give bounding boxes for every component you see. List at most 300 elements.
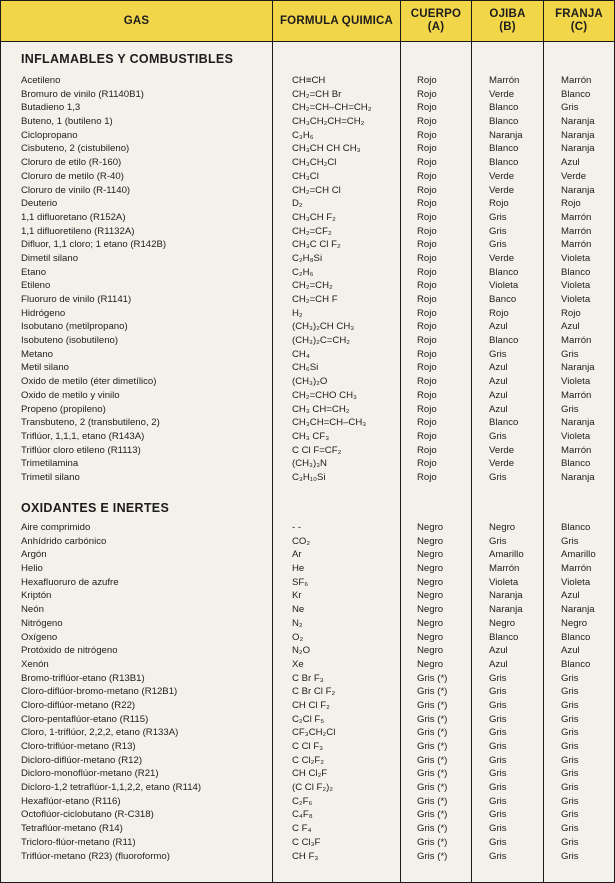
cuerpo-color-cell: Rojo	[417, 471, 437, 483]
cuerpo-color-cell: Gris (*)	[417, 782, 448, 794]
gas-name-cell: Deuterio	[21, 198, 58, 210]
table-row	[1, 320, 614, 334]
ojiba-color-cell: Azul	[489, 321, 508, 333]
cuerpo-color-cell: Negro	[417, 617, 444, 629]
ojiba-color-cell: Negro	[489, 617, 516, 629]
cuerpo-color-cell: Gris (*)	[417, 795, 448, 807]
gas-name-cell: Nitrógeno	[21, 617, 63, 629]
table-row	[1, 389, 614, 403]
table-row	[1, 375, 614, 389]
formula-cell: CH Cl F₂	[292, 699, 330, 711]
table-row	[1, 416, 614, 430]
gas-name-cell: Cloro-diflúor-bromo-metano (R12B1)	[21, 686, 178, 698]
gas-name-cell: Dicloro-1,2 tetraflúor-1,1,2,2, etano (R114)	[21, 782, 202, 794]
cuerpo-color-cell: Gris (*)	[417, 850, 448, 862]
formula-cell: C₂F₆	[292, 795, 313, 807]
ojiba-color-cell: Verde	[489, 88, 515, 100]
gas-name-cell: Cloro-diflúor-metano (R22)	[21, 699, 136, 711]
franja-color-cell: Gris	[561, 768, 579, 780]
cuerpo-color-cell: Rojo	[417, 252, 437, 264]
formula-cell: CH₃CH₂CH=CH₂	[292, 116, 365, 128]
table-row	[1, 115, 614, 129]
franja-color-cell: Gris	[561, 699, 579, 711]
franja-color-cell: Negro	[561, 617, 588, 629]
table-row	[1, 767, 614, 781]
formula-cell: CH₂=CH Cl	[292, 184, 341, 196]
ojiba-color-cell: Azul	[489, 658, 508, 670]
franja-color-cell: Rojo	[561, 307, 581, 319]
ojiba-color-cell: Violeta	[489, 280, 519, 292]
franja-color-cell: Naranja	[561, 471, 595, 483]
ojiba-color-cell: Azul	[489, 376, 508, 388]
header-gas	[1, 1, 272, 41]
franja-color-cell: Gris	[561, 754, 579, 766]
formula-cell: CH₂=CH₂	[292, 280, 333, 292]
franja-color-cell: Gris	[561, 672, 579, 684]
ojiba-color-cell: Azul	[489, 389, 508, 401]
formula-cell: Ar	[292, 549, 302, 561]
table-row	[1, 850, 614, 864]
gas-name-cell: Cloro, 1-triflúor, 2,2,2, etano (R133A)	[21, 727, 179, 739]
franja-color-cell: Gris	[561, 535, 579, 547]
gas-name-cell: Dicloro-diflúor-metano (R12)	[21, 754, 143, 766]
formula-cell: CH₃CH F₂	[292, 211, 336, 223]
formula-cell: SF₆	[292, 576, 309, 588]
formula-cell: C Cl F=CF₂	[292, 444, 342, 456]
formula-cell: CF₃CH₂Cl	[292, 727, 336, 739]
franja-color-cell: Azul	[561, 321, 580, 333]
ojiba-color-cell: Gris	[489, 741, 507, 752]
formula-cell: CH₂=CH Br	[292, 88, 342, 100]
header-ojiba-label: OJIBA	[489, 8, 526, 20]
table-row	[1, 617, 614, 631]
ojiba-color-cell: Blanco	[489, 143, 519, 155]
cuerpo-color-cell: Rojo	[417, 280, 437, 292]
franja-color-cell: Violeta	[561, 252, 591, 264]
cuerpo-color-cell: Rojo	[417, 321, 437, 333]
cuerpo-color-cell: Negro	[417, 645, 444, 657]
gas-name-cell: Metano	[21, 348, 53, 360]
ojiba-color-cell: Gris	[489, 699, 507, 711]
ojiba-color-cell: Blanco	[489, 417, 519, 429]
ojiba-color-cell: Negro	[489, 522, 516, 533]
cuerpo-color-cell: Gris (*)	[417, 741, 448, 752]
gas-name-cell: Triflúor-metano (R23) (fluoroformo)	[21, 850, 170, 862]
ojiba-color-cell: Amarillo	[489, 549, 524, 561]
formula-cell: CH Cl₂F	[292, 768, 328, 780]
table-row	[1, 631, 614, 645]
cuerpo-color-cell: Rojo	[417, 376, 437, 388]
gas-name-cell: Propeno (propileno)	[21, 403, 106, 415]
table-row	[1, 713, 614, 727]
ojiba-color-cell: Gris	[489, 225, 507, 237]
franja-color-cell: Marrón	[561, 75, 592, 86]
franja-color-cell: Marrón	[561, 225, 592, 237]
gas-name-cell: Oxido de metilo y vinilo	[21, 389, 120, 401]
gas-name-cell: Bromo-triflúor-etano (R13B1)	[21, 672, 145, 684]
cuerpo-color-cell: Rojo	[417, 430, 437, 442]
table-row	[1, 781, 614, 795]
header-cuerpo-label: CUERPO	[410, 8, 462, 20]
table-row	[1, 535, 614, 549]
table-row	[1, 293, 614, 307]
table-row	[1, 184, 614, 198]
gas-name-cell: Protóxido de nitrógeno	[21, 645, 118, 657]
table-row	[1, 361, 614, 375]
formula-cell: CH₂=CHO CH₃	[292, 389, 357, 401]
formula-cell: D₂	[292, 198, 303, 210]
formula-cell: N₂O	[292, 645, 311, 657]
franja-color-cell: Naranja	[561, 143, 595, 155]
table-row	[1, 348, 614, 362]
cuerpo-color-cell: Rojo	[417, 417, 437, 429]
formula-cell: (CH₃)₃N	[292, 458, 327, 470]
table-row	[1, 307, 614, 321]
section-title-inflamables: INFLAMABLES Y COMBUSTIBLES	[21, 52, 234, 66]
table-row	[1, 403, 614, 417]
ojiba-color-cell: Gris	[489, 754, 507, 766]
table-row	[1, 726, 614, 740]
cuerpo-color-cell: Negro	[417, 576, 444, 588]
gas-name-cell: Isobuteno (isobutileno)	[21, 335, 119, 347]
gas-name-cell: Hidrógeno	[21, 307, 66, 319]
franja-color-cell: Amarillo	[561, 549, 596, 561]
formula-cell: CH₃C Cl F₂	[292, 239, 341, 251]
ojiba-color-cell: Naranja	[489, 590, 523, 602]
ojiba-color-cell: Azul	[489, 645, 508, 657]
gas-name-cell: Hexaflúor-etano (R116)	[21, 795, 121, 807]
gas-name-cell: Tetraflúor-metano (R14)	[21, 823, 123, 835]
cuerpo-color-cell: Rojo	[417, 403, 437, 415]
franja-color-cell: Gris	[561, 727, 579, 739]
cuerpo-color-cell: Rojo	[417, 362, 437, 374]
cuerpo-color-cell: Negro	[417, 549, 444, 561]
formula-cell: CH₃ CH=CH₂	[292, 403, 350, 415]
cuerpo-color-cell: Rojo	[417, 116, 437, 128]
franja-color-cell: Marrón	[561, 211, 592, 223]
ojiba-color-cell: Gris	[489, 430, 507, 442]
gas-name-cell: 1,1 difluoretileno (R1132A)	[21, 225, 135, 237]
gas-name-cell: Tricloro-flúor-metano (R11)	[21, 836, 136, 848]
ojiba-color-cell: Gris	[489, 535, 507, 547]
cuerpo-color-cell: Rojo	[417, 170, 437, 182]
table-row	[1, 808, 614, 822]
cuerpo-color-cell: Negro	[417, 535, 444, 547]
ojiba-color-cell: Blanco	[489, 266, 519, 278]
cuerpo-color-cell: Rojo	[417, 307, 437, 319]
franja-color-cell: Blanco	[561, 658, 591, 670]
franja-color-cell: Azul	[561, 590, 580, 602]
gas-name-cell: Cloruro de metilo (R-40)	[21, 170, 124, 182]
ojiba-color-cell: Gris	[489, 686, 507, 698]
franja-color-cell: Naranja	[561, 604, 595, 616]
table-row	[1, 156, 614, 170]
gas-name-cell: Helio	[21, 563, 43, 575]
ojiba-color-cell: Gris	[489, 850, 507, 862]
franja-color-cell: Naranja	[561, 362, 595, 374]
cuerpo-color-cell: Rojo	[417, 225, 437, 237]
formula-cell: O₂	[292, 631, 304, 643]
ojiba-color-cell: Gris	[489, 348, 507, 360]
cuerpo-color-cell: Rojo	[417, 157, 437, 169]
cuerpo-color-cell: Negro	[417, 604, 444, 616]
franja-color-cell: Violeta	[561, 294, 591, 305]
table-row	[1, 430, 614, 444]
cuerpo-color-cell: Rojo	[417, 239, 437, 251]
gas-name-cell: Octoflúor-ciclobutano (R-C318)	[21, 809, 154, 821]
cuerpo-color-cell: Negro	[417, 658, 444, 670]
cuerpo-color-cell: Rojo	[417, 389, 437, 401]
ojiba-color-cell: Gris	[489, 809, 507, 821]
gas-name-cell: 1,1 difluoretano (R152A)	[21, 211, 126, 223]
table-row	[1, 699, 614, 713]
header-formula-label: FORMULA QUIMICA	[279, 14, 394, 27]
ojiba-color-cell: Blanco	[489, 157, 519, 169]
ojiba-color-cell: Gris	[489, 471, 507, 483]
ojiba-color-cell: Rojo	[489, 198, 509, 210]
franja-color-cell: Blanco	[561, 631, 591, 643]
cuerpo-color-cell: Gris (*)	[417, 699, 448, 711]
cuerpo-color-cell: Rojo	[417, 458, 437, 470]
ojiba-color-cell: Verde	[489, 252, 515, 264]
cuerpo-color-cell: Gris (*)	[417, 823, 448, 835]
ojiba-color-cell: Gris	[489, 239, 507, 251]
formula-cell: C Br F₃	[292, 672, 324, 684]
franja-color-cell: Marrón	[561, 239, 592, 251]
formula-cell: CH₂=CH F	[292, 294, 338, 305]
cuerpo-color-cell: Rojo	[417, 444, 437, 456]
franja-color-cell: Gris	[561, 836, 579, 848]
gas-name-cell: Butadieno 1,3	[21, 102, 81, 114]
gas-name-cell: Cloruro de etilo (R-160)	[21, 157, 122, 169]
cuerpo-color-cell: Gris (*)	[417, 836, 448, 848]
header-gas-label: GAS	[123, 14, 150, 27]
formula-cell: CH₆Si	[292, 362, 319, 374]
table-row	[1, 603, 614, 617]
gas-name-cell: Trimetilamina	[21, 458, 79, 470]
formula-cell: Kr	[292, 590, 302, 602]
gas-name-cell: Buteno, 1 (butileno 1)	[21, 116, 113, 128]
table-row	[1, 754, 614, 768]
ojiba-color-cell: Violeta	[489, 576, 519, 588]
gas-name-cell: Argón	[21, 549, 47, 561]
franja-color-cell: Gris	[561, 782, 579, 794]
formula-cell: CO₂	[292, 535, 311, 547]
gas-name-cell: Aire comprimido	[21, 522, 91, 533]
cuerpo-color-cell: Gris (*)	[417, 686, 448, 698]
ojiba-color-cell: Blanco	[489, 335, 519, 347]
header-franja-sub: (C)	[570, 21, 588, 33]
formula-cell: CH₄	[292, 348, 310, 360]
table-row	[1, 197, 614, 211]
formula-cell: CH₃ CF₃	[292, 430, 330, 442]
gas-name-cell: Cloro-pentaflúor-etano (R115)	[21, 713, 149, 725]
table-row	[1, 170, 614, 184]
table-row	[1, 576, 614, 590]
ojiba-color-cell: Naranja	[489, 604, 523, 616]
header-cuerpo	[401, 1, 471, 41]
ojiba-color-cell: Naranja	[489, 129, 523, 141]
table-row	[1, 252, 614, 266]
table-row	[1, 672, 614, 686]
ojiba-color-cell: Gris	[489, 795, 507, 807]
ojiba-color-cell: Rojo	[489, 307, 509, 319]
formula-cell: N₂	[292, 617, 303, 629]
gas-name-cell: Bromuro de vinilo (R1140B1)	[21, 88, 144, 100]
formula-cell: CH₃CH CH CH₃	[292, 143, 361, 155]
gas-name-cell: Acetileno	[21, 75, 61, 86]
ojiba-color-cell: Gris	[489, 836, 507, 848]
table-row	[1, 658, 614, 672]
cuerpo-color-cell: Rojo	[417, 184, 437, 196]
ojiba-color-cell: Verde	[489, 170, 515, 182]
gas-name-cell: Xenón	[21, 658, 49, 670]
cuerpo-color-cell: Rojo	[417, 198, 437, 210]
formula-cell: C₃H₆	[292, 129, 314, 141]
cuerpo-color-cell: Rojo	[417, 102, 437, 114]
formula-cell: C₂Cl F₅	[292, 713, 325, 725]
ojiba-color-cell: Gris	[489, 211, 507, 223]
table-row	[1, 822, 614, 836]
franja-color-cell: Gris	[561, 686, 579, 698]
gas-name-cell: Cloruro de vinilo (R-1140)	[21, 184, 131, 196]
franja-color-cell: Gris	[561, 795, 579, 807]
table-row	[1, 836, 614, 850]
formula-cell: (CH₃)₂O	[292, 376, 328, 388]
ojiba-color-cell: Gris	[489, 713, 507, 725]
table-row	[1, 334, 614, 348]
formula-cell: C Cl₃F	[292, 836, 321, 848]
cuerpo-color-cell: Gris (*)	[417, 768, 448, 780]
ojiba-color-cell: Marrón	[489, 563, 520, 575]
cuerpo-color-cell: Gris (*)	[417, 713, 448, 725]
formula-cell: (CH₃)₂C=CH₂	[292, 335, 350, 347]
franja-color-cell: Azul	[561, 645, 580, 657]
gas-name-cell: Neón	[21, 604, 44, 616]
gas-name-cell: Triflúor cloro etileno (R1113)	[21, 444, 141, 456]
ojiba-color-cell: Gris	[489, 768, 507, 780]
formula-cell: C₂H₈Si	[292, 252, 323, 264]
table-row	[1, 795, 614, 809]
table-row	[1, 279, 614, 293]
table-row	[1, 740, 614, 754]
formula-cell: CH₃Cl	[292, 170, 319, 182]
table-row	[1, 129, 614, 143]
ojiba-color-cell: Gris	[489, 727, 507, 739]
franja-color-cell: Gris	[561, 741, 579, 752]
franja-color-cell: Verde	[561, 170, 587, 182]
gas-name-cell: Anhídrido carbónico	[21, 535, 107, 547]
ojiba-color-cell: Verde	[489, 458, 515, 470]
formula-cell: C₃H₁₀Si	[292, 471, 326, 483]
table-header	[1, 1, 614, 42]
cuerpo-color-cell: Rojo	[417, 294, 437, 305]
cuerpo-color-cell: Negro	[417, 563, 444, 575]
franja-color-cell: Violeta	[561, 376, 591, 388]
ojiba-color-cell: Azul	[489, 362, 508, 374]
formula-cell: CH F₃	[292, 850, 319, 862]
franja-color-cell: Blanco	[561, 522, 591, 533]
ojiba-color-cell: Gris	[489, 782, 507, 794]
franja-color-cell: Violeta	[561, 280, 591, 292]
formula-cell: He	[292, 563, 305, 575]
section-rows-inflamables	[1, 74, 614, 485]
gas-name-cell: Oxido de metilo (éter dimetílico)	[21, 376, 157, 388]
table-row	[1, 521, 614, 535]
cuerpo-color-cell: Rojo	[417, 75, 437, 86]
header-formula	[273, 1, 400, 41]
table-row	[1, 457, 614, 471]
franja-color-cell: Gris	[561, 850, 579, 862]
gas-name-cell: Cisbuteno, 2 (cistubileno)	[21, 143, 130, 155]
franja-color-cell: Marrón	[561, 444, 592, 456]
gas-name-cell: Hexafluoruro de azufre	[21, 576, 119, 588]
ojiba-color-cell: Banco	[489, 294, 517, 305]
gas-name-cell: Etano	[21, 266, 47, 278]
formula-cell: (C Cl F₂)₂	[292, 782, 334, 794]
table-row	[1, 211, 614, 225]
table-row	[1, 644, 614, 658]
table-row	[1, 266, 614, 280]
cuerpo-color-cell: Rojo	[417, 348, 437, 360]
franja-color-cell: Gris	[561, 809, 579, 821]
formula-cell: C Cl₂F₂	[292, 754, 324, 766]
gas-name-cell: Etileno	[21, 280, 51, 292]
ojiba-color-cell: Azul	[489, 403, 508, 415]
formula-cell: CH₂=CF₂	[292, 225, 332, 237]
gas-name-cell: Ciclopropano	[21, 129, 78, 141]
formula-cell: CH₃CH₂Cl	[292, 157, 337, 169]
cuerpo-color-cell: Negro	[417, 522, 444, 533]
franja-color-cell: Violeta	[561, 430, 591, 442]
formula-cell: CH≡CH	[292, 75, 326, 86]
formula-cell: C Cl F₃	[292, 741, 324, 752]
gas-name-cell: Dicloro-monoflúor-metano (R21)	[21, 768, 159, 780]
table-row	[1, 589, 614, 603]
formula-cell: CH₃CH=CH–CH₃	[292, 417, 367, 429]
formula-cell: C₂H₆	[292, 266, 314, 278]
table-row	[1, 74, 614, 88]
cuerpo-color-cell: Rojo	[417, 335, 437, 347]
gas-name-cell: Oxígeno	[21, 631, 58, 643]
ojiba-color-cell: Blanco	[489, 102, 519, 114]
ojiba-color-cell: Gris	[489, 823, 507, 835]
table-row	[1, 225, 614, 239]
gas-name-cell: Trimetil silano	[21, 471, 80, 483]
formula-cell: H₂	[292, 307, 303, 319]
table-row	[1, 88, 614, 102]
header-ojiba	[472, 1, 543, 41]
franja-color-cell: Blanco	[561, 266, 591, 278]
table-row	[1, 471, 614, 485]
cuerpo-color-cell: Rojo	[417, 211, 437, 223]
formula-cell: - -	[292, 522, 302, 533]
table-row	[1, 101, 614, 115]
header-ojiba-sub: (B)	[499, 21, 516, 33]
table-row	[1, 685, 614, 699]
gas-name-cell: Metil silano	[21, 362, 69, 374]
franja-color-cell: Naranja	[561, 184, 595, 196]
ojiba-color-cell: Verde	[489, 444, 515, 456]
franja-color-cell: Gris	[561, 403, 579, 415]
gas-name-cell: Triflúor, 1,1,1, etano (R143A)	[21, 430, 145, 442]
table-row	[1, 238, 614, 252]
header-cuerpo-sub: (A)	[427, 21, 445, 33]
table-row	[1, 142, 614, 156]
franja-color-cell: Naranja	[561, 129, 595, 141]
gas-name-cell: Cloro-triflúor-metano (R13)	[21, 741, 136, 752]
cuerpo-color-cell: Rojo	[417, 129, 437, 141]
